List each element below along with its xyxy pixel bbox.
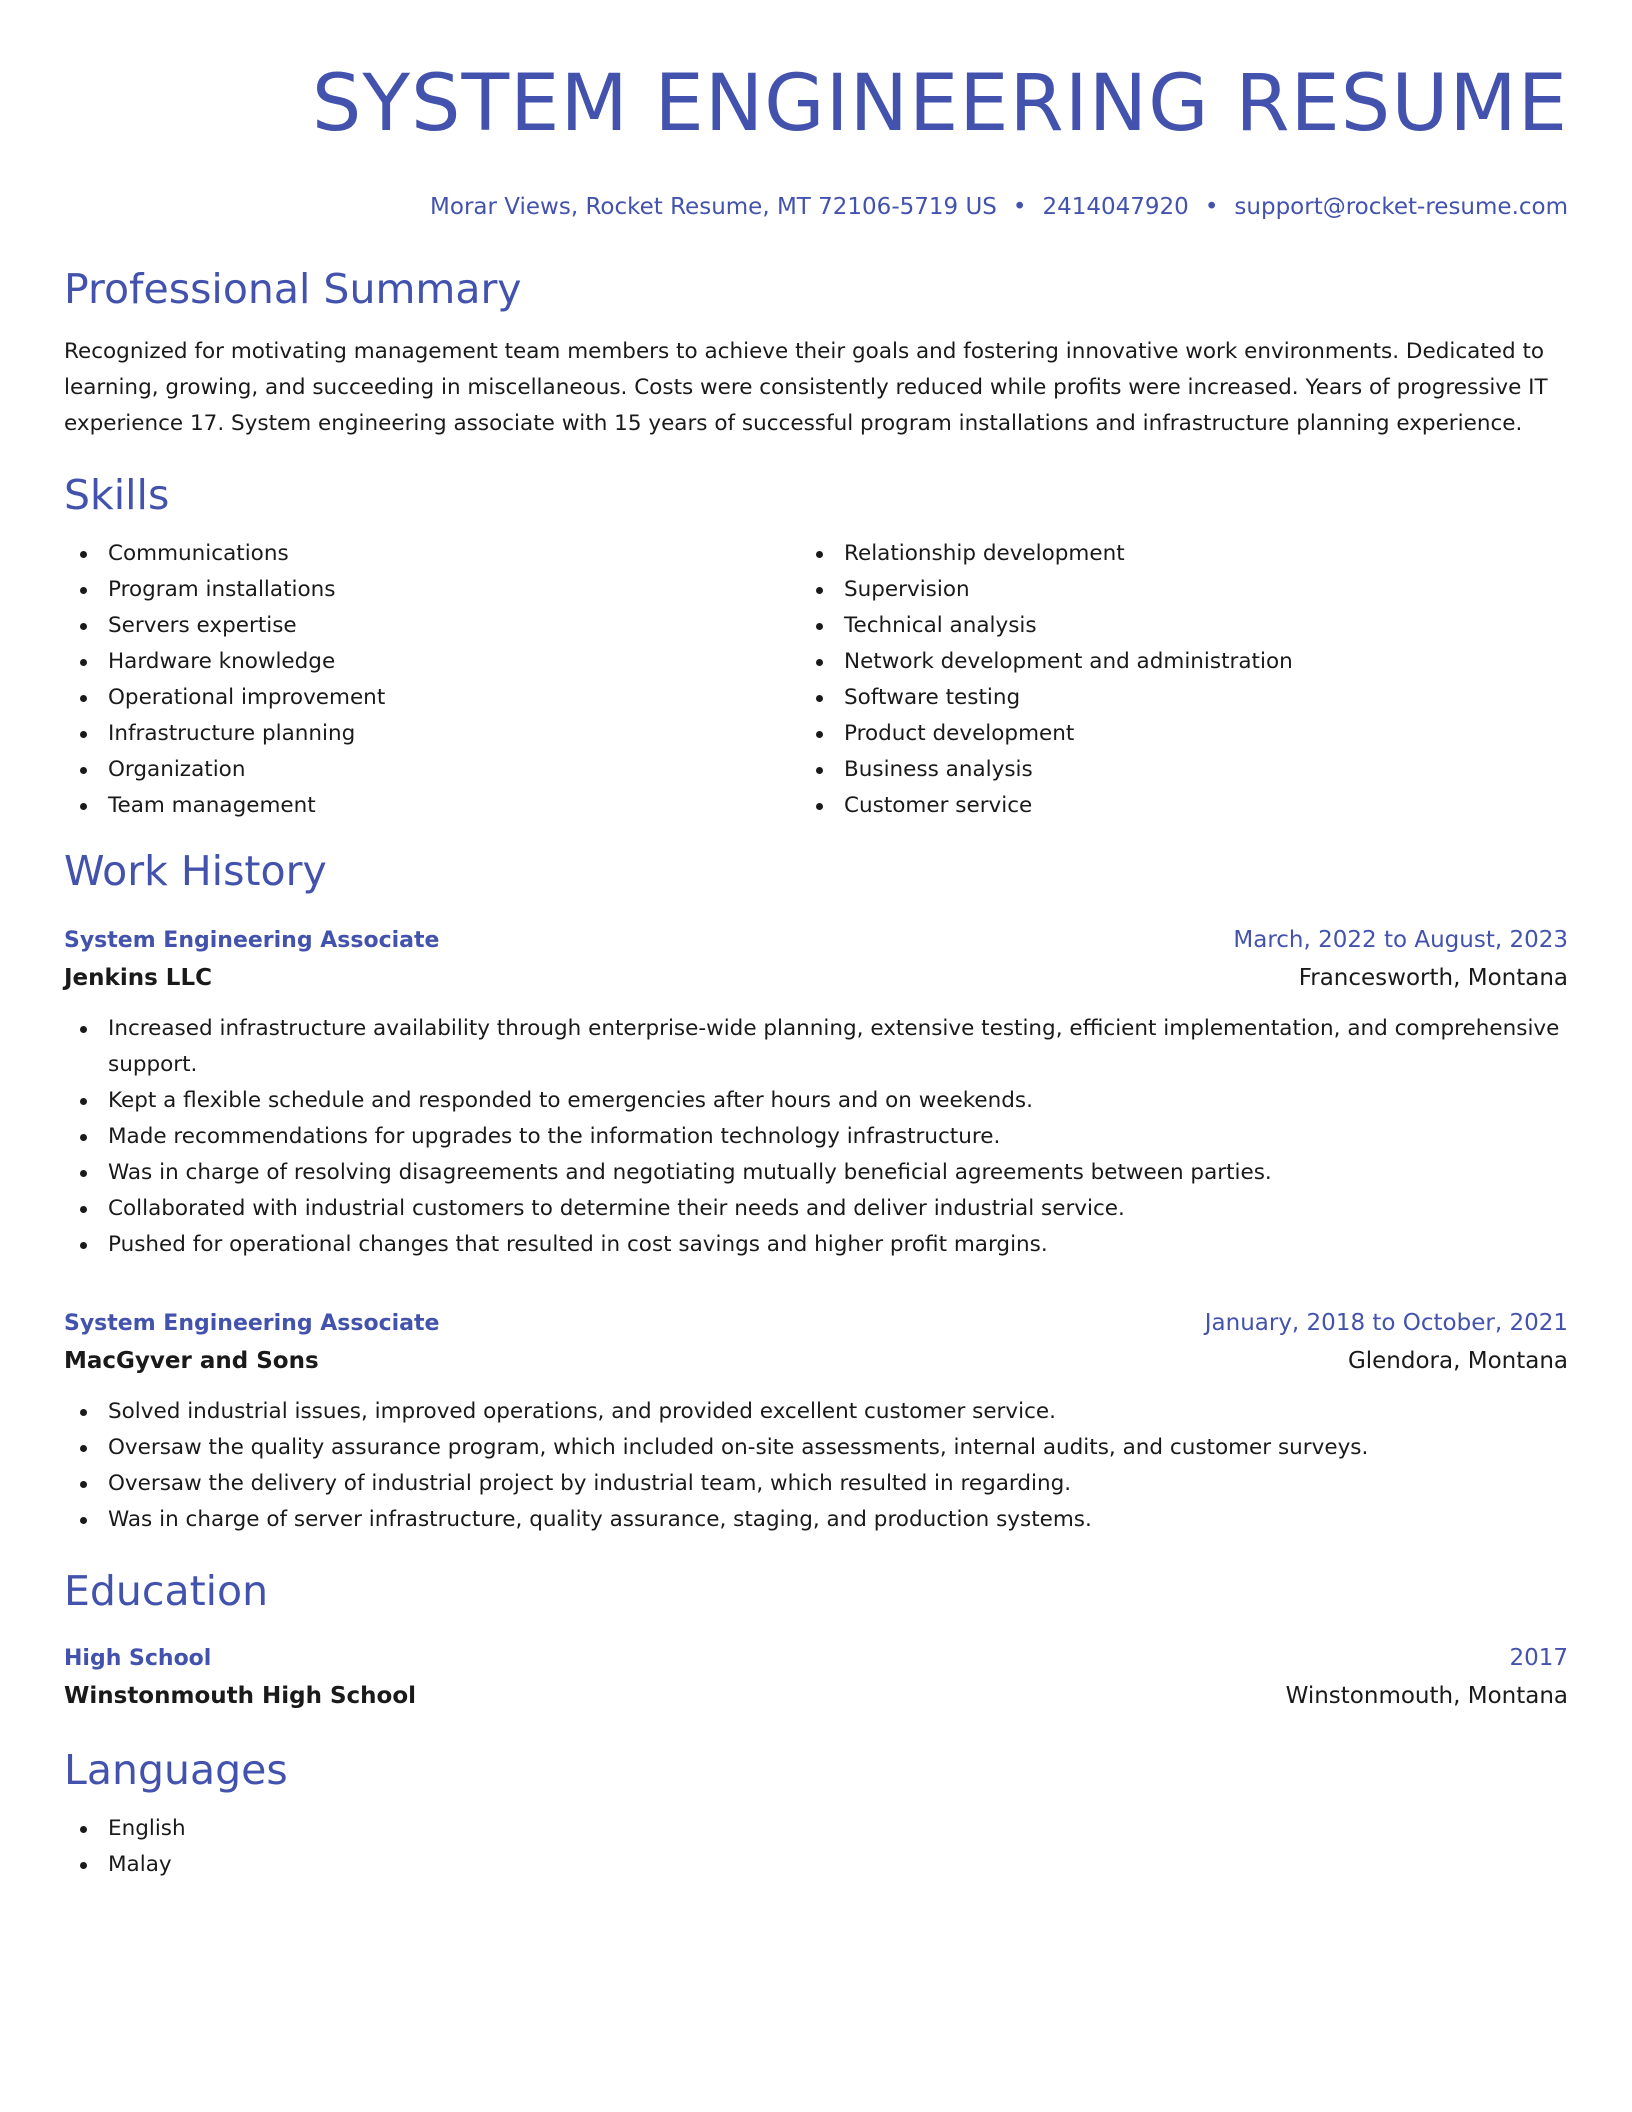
job-bullet: Solved industrial issues, improved operations, and provided excellent customer service. [64,1394,1568,1430]
education-heading: Education [64,1567,269,1615]
job-header-row [64,1305,1568,1342]
contact-separator: • [1204,194,1219,220]
summary-heading: Professional Summary [64,265,522,313]
job-dates: March, 2022 to August, 2023 [1233,927,1568,953]
job-entry [64,1305,1568,1538]
education-entry [64,1640,1568,1715]
contact-address: Morar Views, Rocket Resume, MT 72106-5719 US [430,194,997,220]
skills-heading: Skills [64,471,170,519]
job-header-row [64,922,1568,959]
skill-item: Servers expertise [64,608,800,644]
job-bullet: Oversaw the quality assurance program, which included on-site assessments, internal audits, and customer surveys. [64,1430,1568,1466]
skill-item: Software testing [800,680,1568,716]
education-school: Winstonmouth High School [64,1683,417,1709]
education-year: 2017 [1509,1645,1568,1671]
contact-phone: 2414047920 [1042,194,1189,220]
education-section [64,1566,1568,1715]
job-bullet: Was in charge of resolving disagreements and negotiating mutually beneficial agreements between parties. [64,1155,1568,1191]
skills-grid [64,536,1568,824]
summary-text: Recognized for motivating management team members to achieve their goals and fostering innovative work environments. Dedicated to learning, growing, and succeeding in miscellaneous. Costs were consistently reduced while profits were increased. Years of progressive IT experience 17. System engineering associate with 15 years of successful program installations and infrastructure planning experience. [64,339,1548,436]
job-company-row [64,1342,1568,1380]
job-location: Francesworth, Montana [1298,965,1568,991]
job-role: System Engineering Associate [64,1311,440,1336]
skill-item: Network development and administration [800,644,1568,680]
job-bullet: Collaborated with industrial customers to determine their needs and deliver industrial service. [64,1191,1568,1227]
summary-section [64,264,1568,442]
job-dates: January, 2018 to October, 2021 [1204,1310,1568,1336]
skill-item: Operational improvement [64,680,800,716]
contact-line [64,194,1568,220]
contact-separator: • [1012,194,1027,220]
job-company: Jenkins LLC [64,965,212,991]
job-role: System Engineering Associate [64,928,440,953]
education-header-row [64,1640,1568,1677]
job-bullets [64,1011,1568,1263]
job-bullet: Pushed for operational changes that resulted in cost savings and higher profit margins. [64,1227,1568,1263]
resume-header [64,56,1568,220]
job-bullet: Oversaw the delivery of industrial project by industrial team, which resulted in regarding. [64,1466,1568,1502]
skill-item: Team management [64,788,800,824]
skill-item: Relationship development [800,536,1568,572]
job-bullets [64,1394,1568,1538]
languages-list [64,1811,1568,1883]
skill-item: Business analysis [800,752,1568,788]
job-bullet: Was in charge of server infrastructure, quality assurance, staging, and production systems. [64,1502,1568,1538]
job-entry [64,922,1568,1263]
work-history-heading: Work History [64,847,327,895]
skill-item: Infrastructure planning [64,716,800,752]
skill-item: Hardware knowledge [64,644,800,680]
skill-item: Supervision [800,572,1568,608]
skill-item: Organization [64,752,800,788]
skills-section [64,470,1568,824]
skill-item: Communications [64,536,800,572]
work-history-section [64,846,1568,1538]
contact-email: support@rocket-resume.com [1234,194,1568,220]
job-company-row [64,959,1568,997]
job-location: Glendora, Montana [1347,1348,1568,1374]
languages-section [64,1745,1568,1883]
job-bullet: Made recommendations for upgrades to the information technology infrastructure. [64,1119,1568,1155]
skill-item: Program installations [64,572,800,608]
skill-item: Product development [800,716,1568,752]
resume-title: SYSTEM ENGINEERING RESUME [311,59,1568,149]
skills-list-right [800,536,1568,824]
job-bullet: Kept a flexible schedule and responded to emergencies after hours and on weekends. [64,1083,1568,1119]
job-company: MacGyver and Sons [64,1348,319,1374]
skill-item: Technical analysis [800,608,1568,644]
job-bullet: Increased infrastructure availability through enterprise-wide planning, extensive testing, efficient implementation, and comprehensive support. [64,1011,1568,1083]
language-item: Malay [64,1847,1568,1883]
language-item: English [64,1811,1568,1847]
education-degree: High School [64,1646,212,1671]
skills-list-left [64,536,800,824]
languages-heading: Languages [64,1746,288,1794]
education-school-row [64,1677,1568,1715]
skill-item: Customer service [800,788,1568,824]
education-location: Winstonmouth, Montana [1285,1683,1568,1709]
